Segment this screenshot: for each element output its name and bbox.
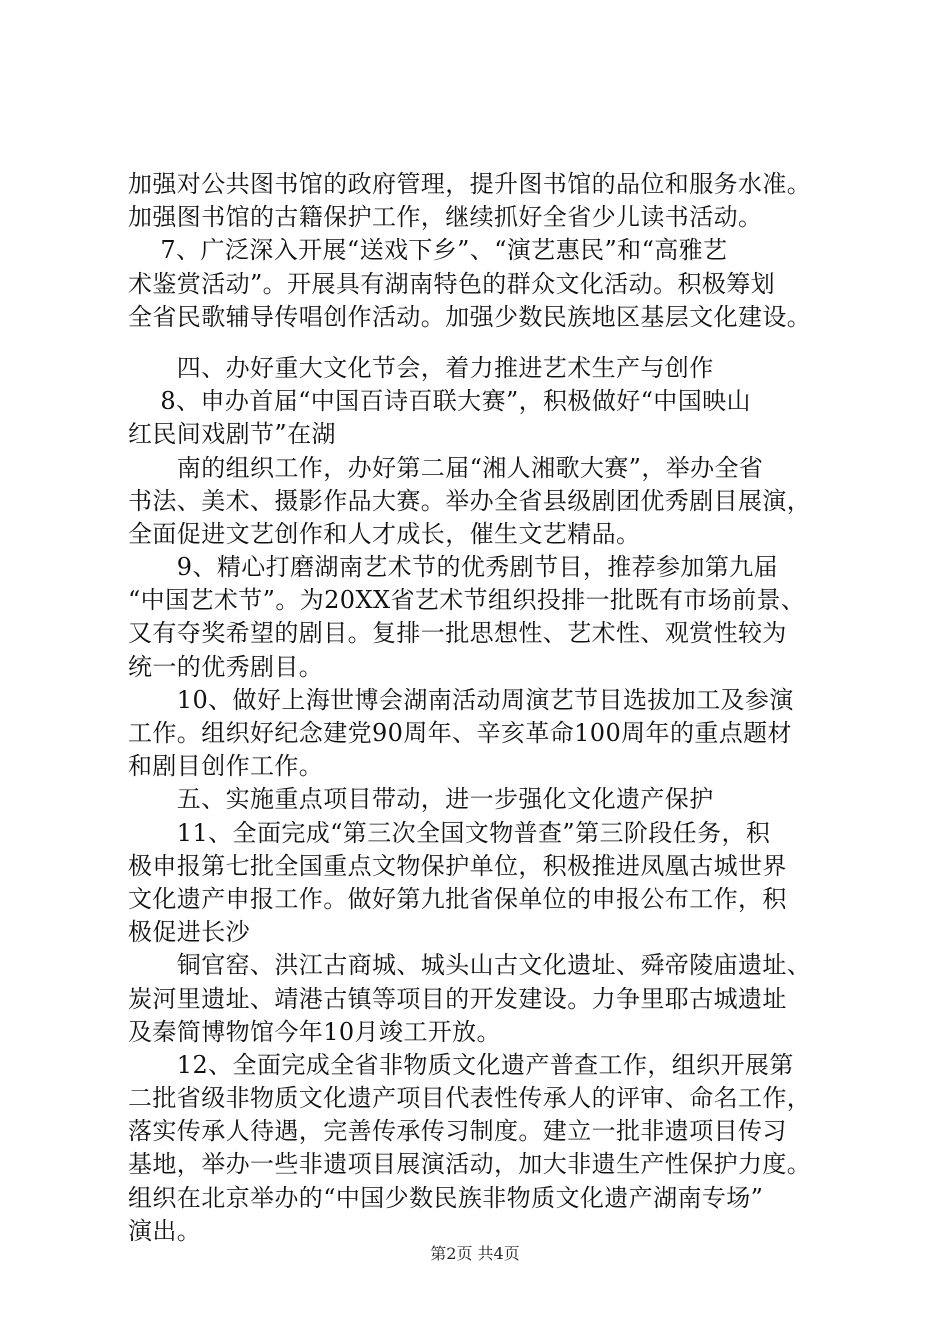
section-heading: 四、办好重大文化节会，着力推进艺术生产与创作: [128, 353, 714, 382]
text-line: 全面促进文艺创作和人才成长，催生文艺精品。: [128, 519, 641, 548]
text-line: 组织在北京举办的“中国少数民族非物质文化遗产湖南专场”: [128, 1183, 764, 1212]
text-line: 落实传承人待遇，完善传承传习制度。建立一批非遗项目传习: [128, 1117, 787, 1146]
text-line: 统一的优秀剧目。: [128, 652, 324, 681]
text-line: 12、全面完成全省非物质文化遗产普查工作，组织开展第: [128, 1050, 794, 1079]
text-line: 红民间戏剧节”在湖: [128, 420, 336, 449]
text-line: 炭河里遗址、靖港古镇等项目的开发建设。力争里耶古城遗址: [128, 984, 787, 1013]
text-line: 7、广泛深入开展“送戏下乡”、“演艺惠民”和“高雅艺: [128, 236, 728, 265]
page-number-footer: 第2页 共4页: [430, 1244, 520, 1263]
paragraph-gap: [128, 334, 848, 352]
text-line: 演出。: [128, 1216, 202, 1245]
text-line: 二批省级非物质文化遗产项目代表性传承人的评审、命名工作，: [128, 1084, 812, 1113]
text-line: 全省民歌辅导传唱创作活动。加强少数民族地区基层文化建设。: [128, 302, 812, 331]
text-line: 铜官窑、洪江古商城、城头山古文化遗址、舜帝陵庙遗址、: [128, 951, 812, 980]
text-line: 书法、美术、摄影作品大赛。举办全省县级剧团优秀剧目展演，: [128, 486, 812, 515]
text-line: 术鉴赏活动”。开展具有湖南特色的群众文化活动。积极筹划: [128, 269, 776, 298]
text-line: 又有夺奖希望的剧目。复排一批思想性、艺术性、观赏性较为: [128, 619, 787, 648]
text-line: 极促进长沙: [128, 918, 250, 947]
text-line: 文化遗产申报工作。做好第九批省保单位的申报公布工作，积: [128, 884, 787, 913]
text-line: 工作。组织好纪念建党90周年、辛亥革命100周年的重点题材: [128, 719, 792, 747]
text-line: 9、精心打磨湖南艺术节的优秀剧节目，推荐参加第九届: [128, 553, 779, 582]
text-line: 基地，举办一些非遗项目展演活动，加大非遗生产性保护力度。: [128, 1150, 812, 1179]
text-line: 8、申办首届“中国百诗百联大赛”，积极做好“中国映山: [128, 387, 751, 416]
text-line: 加强对公共图书馆的政府管理，提升图书馆的品位和服务水准。: [128, 170, 812, 198]
text-line: 10、做好上海世博会湖南活动周演艺节目选拔加工及参演: [128, 685, 794, 714]
text-line: 极申报第七批全国重点文物保护单位，积极推进凤凰古城世界: [128, 851, 787, 880]
text-line: “中国艺术节”。为20XX省艺术节组织投排一批既有市场前景、: [128, 586, 806, 615]
text-line: 11、全面完成“第三次全国文物普查”第三阶段任务，积: [128, 818, 771, 847]
text-line: 和剧目创作工作。: [128, 752, 324, 781]
text-line: 加强图书馆的古籍保护工作，继续抓好全省少儿读书活动。: [128, 203, 763, 232]
section-heading: 五、实施重点项目带动，进一步强化文化遗产保护: [128, 785, 714, 814]
text-line: 及秦简博物馆今年10月竣工开放。: [128, 1017, 501, 1046]
document-body: [128, 168, 848, 1248]
text-line: 南的组织工作，办好第二届“湘人湘歌大赛”，举办全省: [128, 453, 764, 482]
